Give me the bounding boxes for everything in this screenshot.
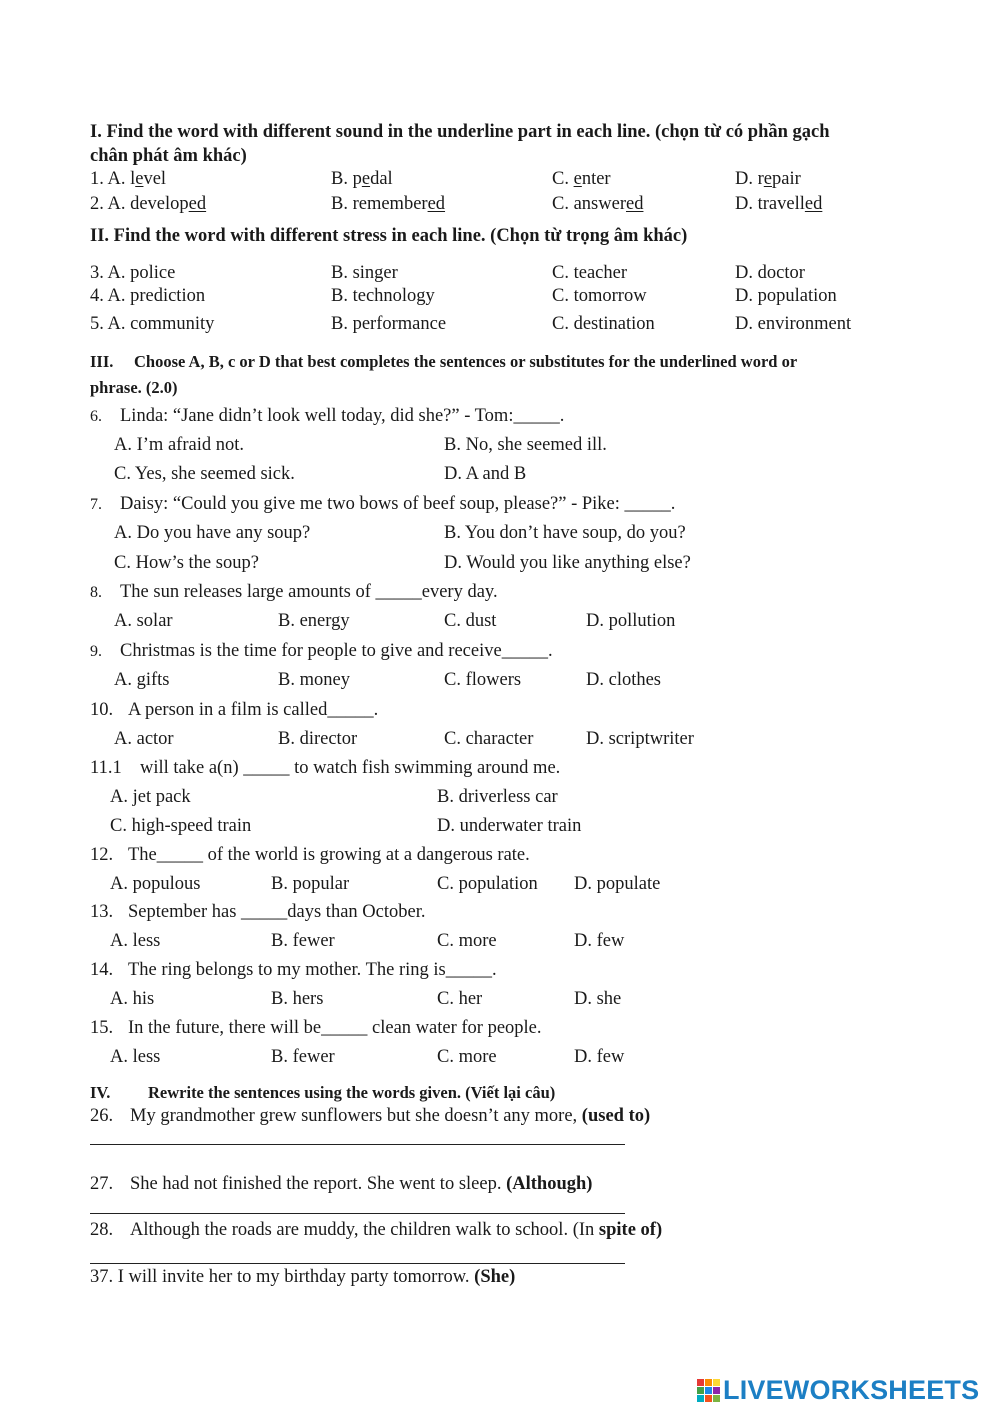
q7-option-a: A. Do you have any soup? — [114, 523, 311, 543]
q11-option-b: B. driverless car — [437, 787, 558, 807]
section-3-title: Choose A, B, c or D that best completes the sentences or substitutes for the underlined word or — [134, 352, 798, 371]
q12-text: The_____ of the world is growing at a dangerous rate. — [128, 845, 530, 865]
q10-option-c: C. character — [444, 729, 534, 749]
logo-grid-cell — [713, 1387, 720, 1394]
q26-text: My grandmother grew sunflowers but she doesn’t any more, (used to) — [130, 1106, 651, 1126]
q2-option-c: C. answered — [552, 194, 644, 214]
q15-option-c: C. more — [437, 1047, 497, 1067]
q7-option-c: C. How’s the soup? — [114, 553, 259, 573]
q5-option-d: D. environment — [735, 314, 852, 334]
q14-text: The ring belongs to my mother. The ring is_____. — [128, 960, 497, 980]
q8-option-d: D. pollution — [586, 611, 676, 631]
q8-option-a: A. solar — [114, 611, 173, 631]
q4-option-b: B. technology — [331, 286, 435, 306]
q9-option-a: A. gifts — [114, 670, 170, 690]
q11-option-d: D. underwater train — [437, 816, 582, 836]
logo-grid-cell — [713, 1395, 720, 1402]
q14-number: 14. — [90, 960, 114, 980]
q8-text: The sun releases large amounts of _____every day. — [120, 582, 498, 602]
q10-number: 10. — [90, 700, 114, 720]
logo-grid-cell — [697, 1379, 704, 1386]
section-3-number: III. — [90, 352, 114, 371]
logo-grid-cell — [697, 1387, 704, 1394]
logo-grid-cell — [697, 1395, 704, 1402]
q6-text: Linda: “Jane didn’t look well today, did she?” - Tom:_____. — [120, 406, 565, 426]
q1-option-c: C. enter — [552, 169, 611, 189]
q11-text: will take a(n) _____ to watch fish swimming around me. — [140, 758, 561, 778]
q9-option-c: C. flowers — [444, 670, 522, 690]
q28-text: Although the roads are muddy, the children walk to school. (In spite of) — [130, 1220, 663, 1240]
q13-option-c: C. more — [437, 931, 497, 951]
logo-grid-cell — [713, 1379, 720, 1386]
logo-grid-cell — [705, 1379, 712, 1386]
q8-option-c: C. dust — [444, 611, 497, 631]
q13-number: 13. — [90, 902, 114, 922]
q4-option-d: D. population — [735, 286, 837, 306]
q6-option-c: C. Yes, she seemed sick. — [114, 464, 295, 484]
q14-option-b: B. hers — [271, 989, 324, 1009]
q7-option-d: D. Would you like anything else? — [444, 553, 691, 573]
q8-option-b: B. energy — [278, 611, 350, 631]
q1-option-b: B. pedal — [331, 169, 393, 189]
q3-option-c: C. teacher — [552, 263, 627, 283]
q11-number: 11.1 — [90, 758, 122, 778]
q2-option-b: B. remembered — [331, 194, 446, 214]
q2-option-a: 2. A. developed — [90, 194, 207, 214]
q14-option-c: C. her — [437, 989, 483, 1009]
q12-option-d: D. populate — [574, 874, 661, 894]
q7-number: 7. — [90, 496, 102, 513]
q9-option-d: D. clothes — [586, 670, 662, 690]
q13-text: September has _____days than October. — [128, 902, 426, 922]
q15-number: 15. — [90, 1018, 114, 1038]
q5-option-c: C. destination — [552, 314, 655, 334]
q6-number: 6. — [90, 408, 102, 425]
q9-text: Christmas is the time for people to give and receive_____. — [120, 641, 553, 661]
q7-text: Daisy: “Could you give me two bows of beef soup, please?” - Pike: _____. — [120, 494, 676, 514]
q13-option-d: D. few — [574, 931, 625, 951]
q9-option-b: B. money — [278, 670, 350, 690]
q27-answer-line[interactable] — [90, 1213, 625, 1214]
q28-answer-line[interactable] — [90, 1263, 625, 1264]
q10-option-b: B. director — [278, 729, 358, 749]
q8-number: 8. — [90, 584, 102, 601]
logo-text: LIVEWORKSHEETS — [723, 1375, 980, 1405]
q4-option-a: 4. A. prediction — [90, 286, 206, 306]
q14-option-a: A. his — [110, 989, 155, 1009]
q13-option-b: B. fewer — [271, 931, 335, 951]
logo-grid-cell — [705, 1387, 712, 1394]
section-3-title-cont: phrase. (2.0) — [90, 378, 178, 397]
q3-option-d: D. doctor — [735, 263, 805, 283]
logo-grid-cell — [705, 1395, 712, 1402]
q10-text: A person in a film is called_____. — [128, 700, 379, 720]
q7-option-b: B. You don’t have soup, do you? — [444, 523, 686, 543]
section-4-title: Rewrite the sentences using the words given. (Viết lại câu) — [148, 1083, 556, 1102]
logo-grid-icon — [697, 1379, 720, 1402]
section-4-number: IV. — [90, 1083, 111, 1102]
section-1-title-cont: chân phát âm khác) — [90, 146, 247, 166]
section-2-title: II. Find the word with different stress in each line. (Chọn từ trọng âm khác) — [90, 226, 688, 246]
q2-option-d: D. travelled — [735, 194, 823, 214]
q15-text: In the future, there will be_____ clean water for people. — [128, 1018, 542, 1038]
q4-option-c: C. tomorrow — [552, 286, 647, 306]
q6-option-d: D. A and B — [444, 464, 527, 484]
q37-text: 37. I will invite her to my birthday party tomorrow. (She) — [90, 1267, 516, 1287]
q5-option-b: B. performance — [331, 314, 447, 334]
q5-option-a: 5. A. community — [90, 314, 215, 334]
section-1-title: I. Find the word with different sound in the underline part in each line. (chọn từ có phần gạch — [90, 122, 830, 142]
q28-number: 28. — [90, 1220, 114, 1240]
q27-number: 27. — [90, 1174, 114, 1194]
q15-option-d: D. few — [574, 1047, 625, 1067]
q15-option-a: A. less — [110, 1047, 161, 1067]
q12-option-b: B. popular — [271, 874, 350, 894]
q27-text: She had not finished the report. She went to sleep. (Although) — [130, 1174, 593, 1194]
q15-option-b: B. fewer — [271, 1047, 335, 1067]
q6-option-b: B. No, she seemed ill. — [444, 435, 607, 455]
q3-option-a: 3. A. police — [90, 263, 176, 283]
q3-option-b: B. singer — [331, 263, 398, 283]
q12-option-a: A. populous — [110, 874, 201, 894]
q6-option-a: A. I’m afraid not. — [114, 435, 244, 455]
q1-option-d: D. repair — [735, 169, 801, 189]
q12-number: 12. — [90, 845, 114, 865]
liveworksheets-logo — [697, 1375, 979, 1406]
q26-number: 26. — [90, 1106, 114, 1126]
q10-option-a: A. actor — [114, 729, 174, 749]
q13-option-a: A. less — [110, 931, 161, 951]
q9-number: 9. — [90, 643, 102, 660]
q11-option-a: A. jet pack — [110, 787, 191, 807]
q14-option-d: D. she — [574, 989, 622, 1009]
q1-option-a: 1. A. level — [90, 169, 167, 189]
q12-option-c: C. population — [437, 874, 538, 894]
q26-answer-line[interactable] — [90, 1144, 625, 1145]
q10-option-d: D. scriptwriter — [586, 729, 694, 749]
q11-option-c: C. high-speed train — [110, 816, 252, 836]
